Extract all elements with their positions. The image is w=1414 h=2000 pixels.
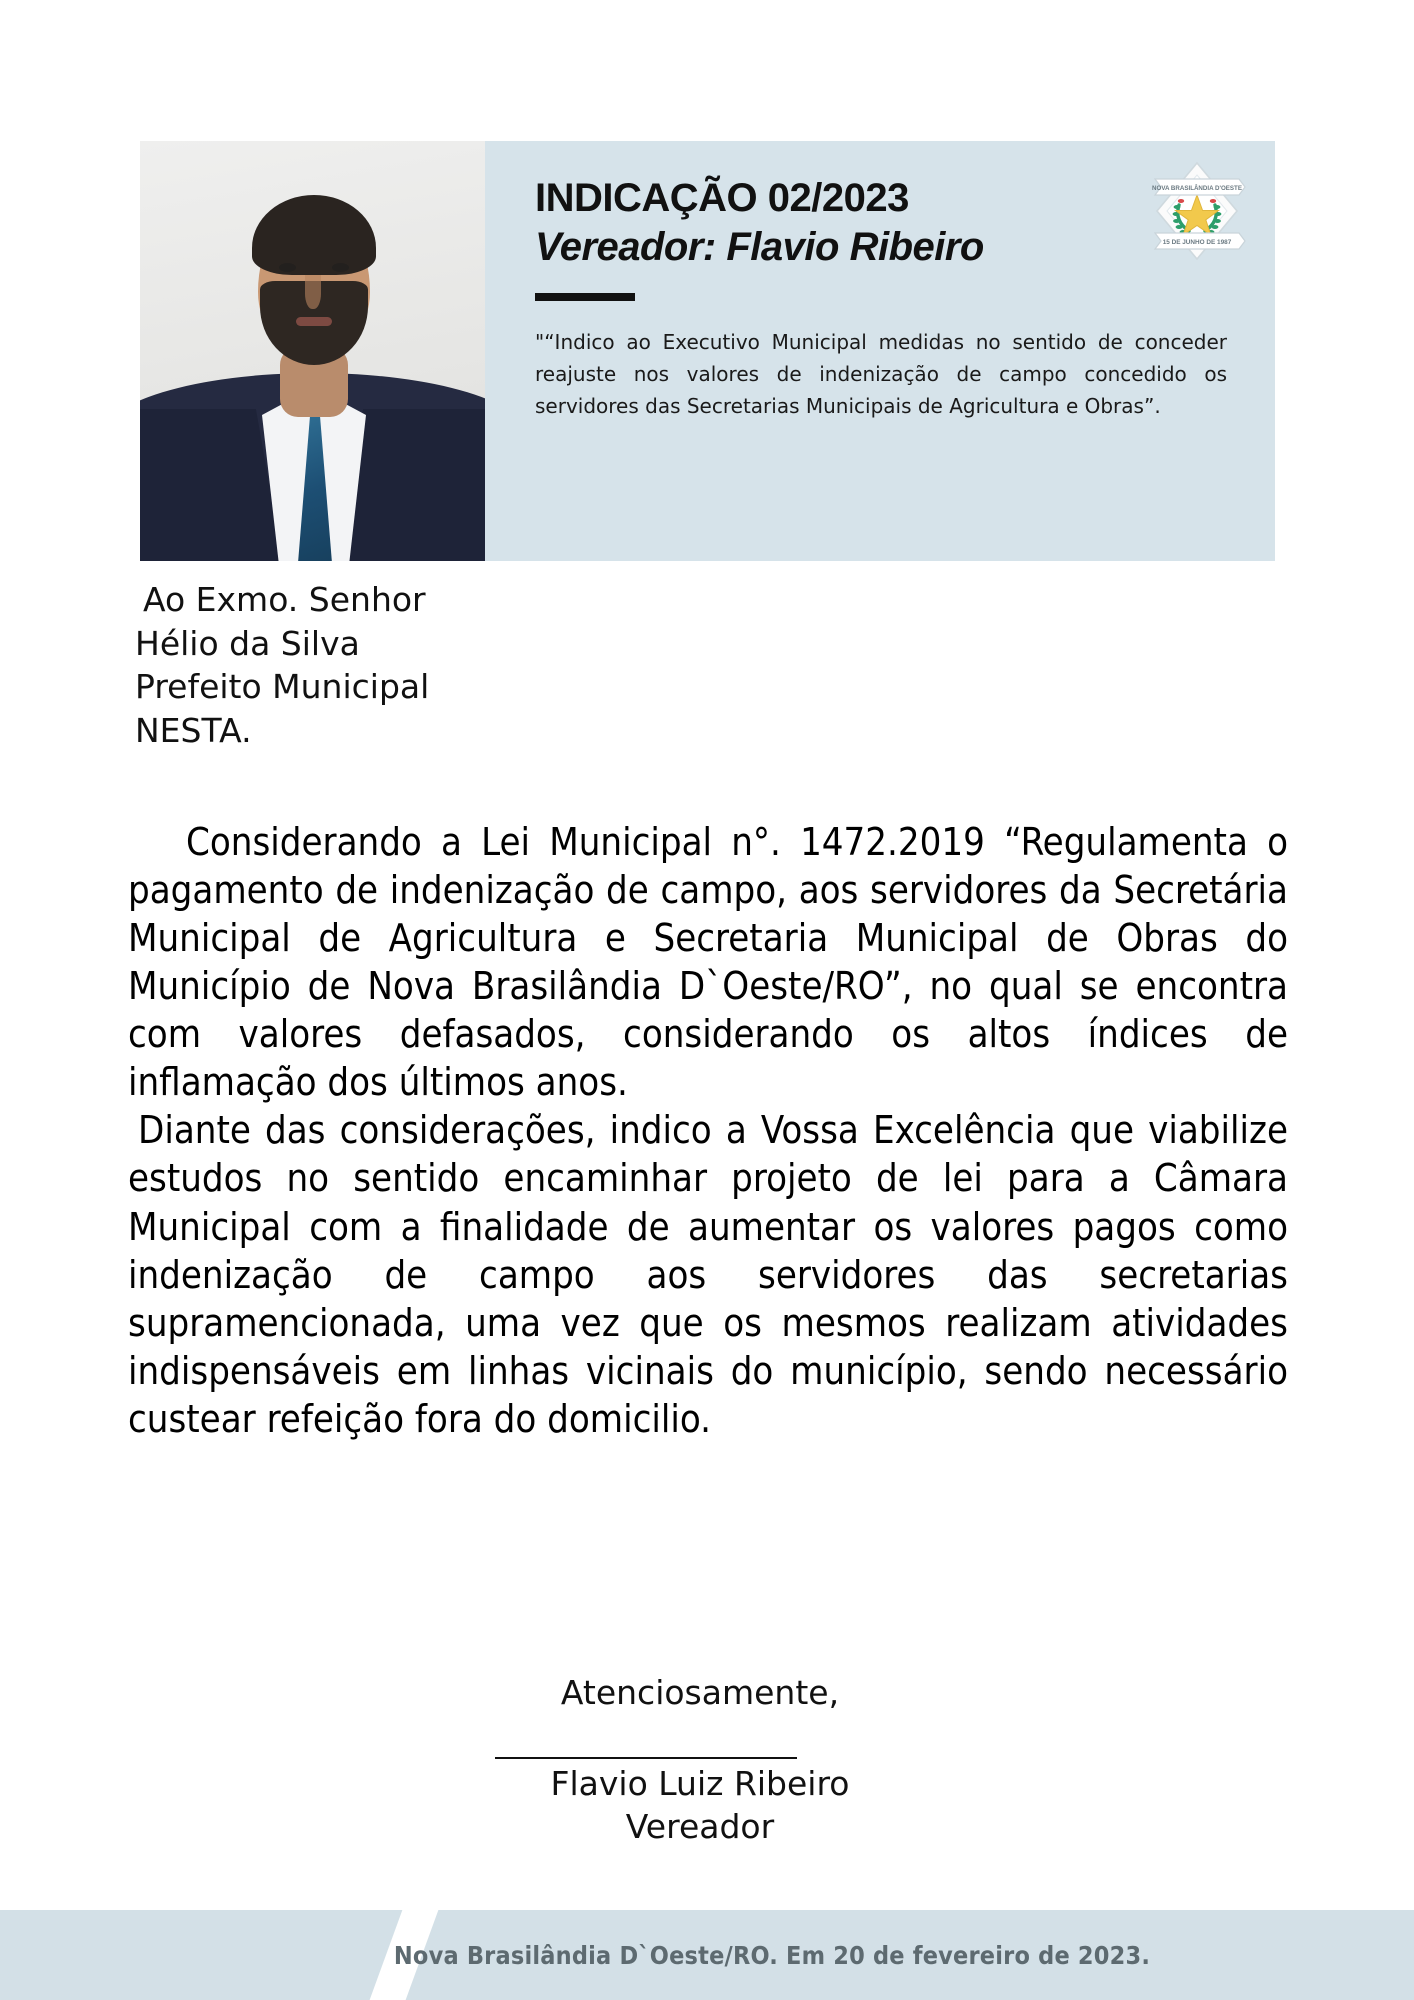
- addressee-block: [135, 578, 835, 752]
- addressee-salutation: Ao Exmo. Senhor: [143, 580, 426, 619]
- crest-bottom-ribbon-text: 15 DE JUNHO DE 1987: [1162, 239, 1232, 246]
- body-paragraph-1: Considerando a Lei Municipal n°. 1472.2019 “Regulamenta o pagamento de indenização de campo, aos servidores da Secretária Municipal de Agricultura e Secretaria Municipal de Obras do Município de Nova Brasilândia D`Oeste/RO”, no qual se encontra com valores defasados, considerando os altos índices de inflamação dos últimos anos.: [128, 820, 1288, 1105]
- portrait-nose: [305, 275, 321, 309]
- portrait-eye-left: [279, 263, 296, 272]
- portrait-mouth: [296, 317, 332, 326]
- footer-place-and-date: Nova Brasilândia D`Oeste/RO. Em 20 de fevereiro de 2023.: [393, 1940, 1151, 1970]
- signatory-name: Flavio Luiz Ribeiro: [550, 1763, 850, 1803]
- signature-line: [495, 1757, 797, 1759]
- signature-greeting: Atenciosamente,: [560, 1673, 840, 1712]
- municipal-coat-of-arms-icon: [1141, 155, 1253, 267]
- addressee-role: Prefeito Municipal: [135, 667, 430, 707]
- signatory-role: Vereador: [625, 1806, 775, 1846]
- portrait-eyebrow-left: [275, 251, 299, 257]
- crest-top-ribbon-text: NOVA BRASILÂNDIA D'OESTE: [1152, 185, 1242, 192]
- title-divider-rule: [535, 293, 635, 301]
- portrait-eyebrow-right: [328, 251, 352, 257]
- councilman-portrait-photo: [140, 141, 485, 561]
- indication-summary-quote: "“Indico ao Executivo Municipal medidas no sentido de conceder reajuste nos valores de indenização de campo concedido os servidores das Secretarias Municipais de Agricultura e Obras”.: [535, 330, 1227, 418]
- page-subtitle: Vereador: Flavio Ribeiro: [535, 225, 984, 270]
- document-body: [128, 818, 1288, 1443]
- portrait-eye-right: [332, 263, 349, 272]
- document-header: [140, 141, 1275, 561]
- body-paragraph-2: Diante das considerações, indico a Vossa Excelência que viabilize estudos no sentido encaminhar projeto de lei para a Câmara Municipal com a finalidade de aumentar os valores pagos como indenização de campo aos servidores das secretarias supramencionada, uma vez que os mesmos realizam atividades indispensáveis em linhas vicinais do município, sendo necessário custear refeição fora do domicilio.: [128, 1108, 1288, 1441]
- addressee-name: Hélio da Silva: [135, 623, 360, 663]
- page-title: INDICAÇÃO 02/2023: [535, 176, 909, 220]
- addressee-location: NESTA.: [135, 710, 252, 750]
- signature-block: [0, 1672, 1414, 1849]
- document-footer: [0, 1888, 1414, 2000]
